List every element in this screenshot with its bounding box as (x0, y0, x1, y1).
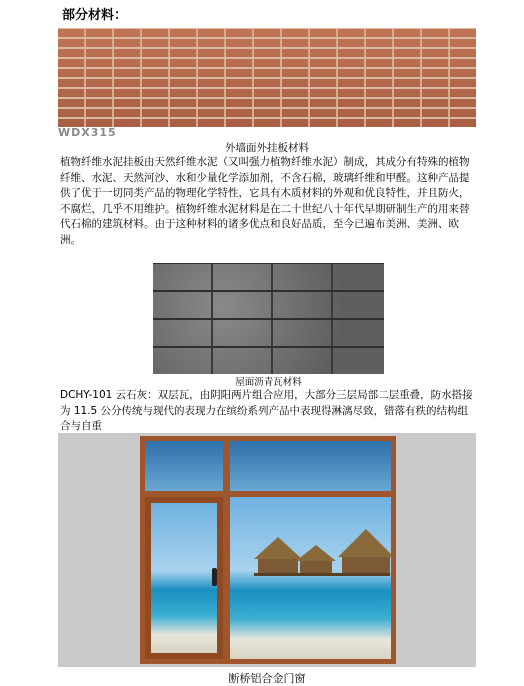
window-caption: 断桥铝合金门窗 (228, 672, 306, 685)
shingle-description: DCHY-101 云石灰：双层瓦，由阴阳两片组合应用，大部分三层局部二层重叠，防水搭接为 11.5 公分传统与现代的表现力在缤纷系列产品中表现得淋漓尽致，错落有秩的结构组合与自重 (60, 389, 473, 432)
section-heading: 部分材料： (62, 8, 128, 23)
shingle-caption: 屋面沥青瓦材料 (235, 377, 302, 388)
brick-cladding-image (58, 28, 476, 127)
aluminum-window-image (58, 433, 476, 667)
asphalt-shingle-image (153, 263, 384, 374)
brick-image-label: WDX315 (58, 126, 117, 139)
brick-caption: 外墙面外挂板材料 (225, 142, 309, 154)
brick-description: 植物纤维水泥挂板由天然纤维水泥（又叫强力植物纤维水泥）制成，其成分有特殊的植物纤维、水泥、天然河沙、水和少量化学添加剂，不含石棉，玻璃纤维和甲醛。这种产品提供了优于一切同类产品的物理化学特性，它具有木质材料的外观和优良特性，并且防火，不腐烂，几乎不用维护。植物纤维水泥材料是在二十世纪八十年代早期研制生产的用来替代石棉的建筑材料。由于这种材料的诸多优点和良好品质，至今已遍布美洲、美洲、欧洲。 (60, 156, 470, 246)
